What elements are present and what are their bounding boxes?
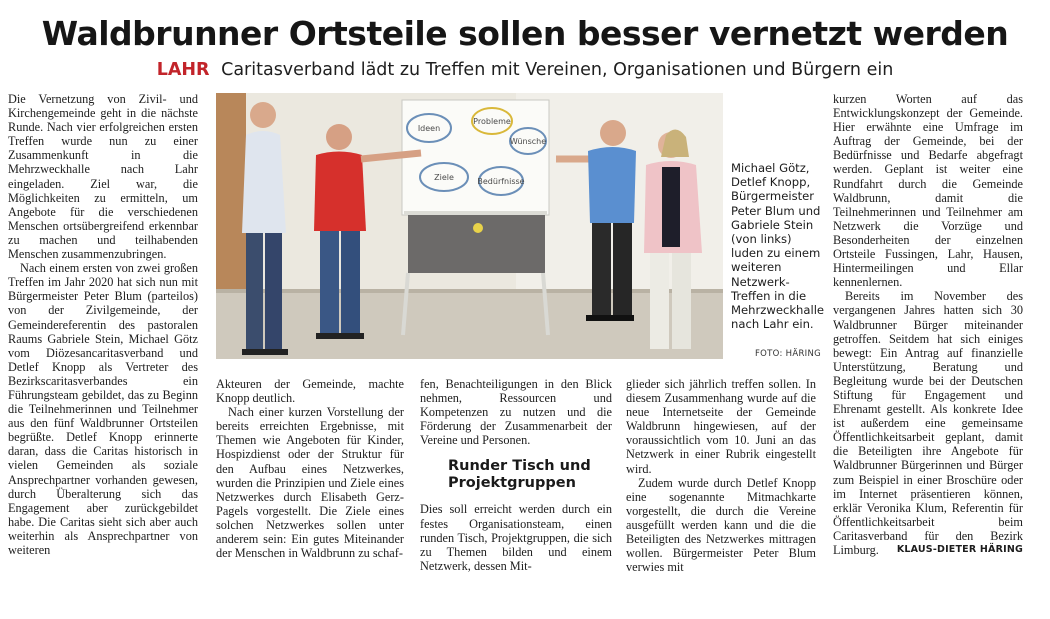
dateline: LAHR bbox=[156, 60, 210, 80]
section-subheading: Runder Tisch und Projektgruppen bbox=[448, 458, 591, 492]
paragraph: Die Vernetzung von Zivil- und Kirchengemeinde geht in die nächste Runde. Nach vier erfolgreichen ersten Treffen wurde nun zu einer Zusammenkunft in die Mehrzweckhalle nach Lahr eingeladen. Ziel war, die Möglichkeiten zu ermitteln, um Angebote für die verschiedenen Menschen ortsübergreifend erkennbar zu machen und teilhabenden Menschen zusammenzubringen. bbox=[8, 92, 198, 262]
article-column-3 bbox=[420, 377, 612, 573]
board-word: Probleme bbox=[473, 117, 511, 126]
board-word: Ideen bbox=[417, 124, 441, 133]
photo-caption: Michael Götz, Detlef Knopp, Bürgermeister Peter Blum und Gabriele Stein (von links) luden zu einem weiteren Netzwerk-Treffen in die Mehrzweckhalle nach Lahr ein. bbox=[731, 161, 825, 332]
photo-credit: FOTO: HÄRING bbox=[754, 349, 821, 359]
paragraph: Dies soll erreicht werden durch ein festes Organisationsteam, einen runden Tisch, Projektgruppen, die sich zu Themen bilden und einem Netzwerk, dessen Mit- bbox=[420, 502, 612, 573]
paragraph: Zudem wurde durch Detlef Knopp eine sogenannte Mitmachkarte vorgestellt, die durch die Vereine ausgefüllt werden kann und die die Beteiligten des Netzwerkes mittragen wollen. Bürgermeister Peter Blum verwies mit bbox=[626, 475, 816, 575]
board-word: Wünsche bbox=[509, 137, 547, 146]
subheadline-line bbox=[0, 60, 1050, 80]
article-column-2 bbox=[216, 377, 404, 560]
paragraph: fen, Benachteiligungen in den Blick nehmen, Ressourcen und Kompetenzen zu nutzen und die Förderung der Zusammenarbeit der Vereine und Personen. bbox=[420, 377, 612, 448]
subheadline: Caritasverband lädt zu Treffen mit Vereinen, Organisationen und Bürgern ein bbox=[221, 60, 894, 80]
paragraph: Nach einem ersten von zwei großen Treffen im Jahr 2020 hat sich nun mit Bürgermeister Peter Blum (parteilos) von der Zivilgemeinde, der Gemeindereferentin des pastoralen Raums Gabriele Stein, Michael Götz vom Diözesancaritasverband und Detlef Knopp als Vertreter des Bezirkscaritasverbandes ein Führungsteam gebildet, das zu Beginn die Teilnehmerinnen und Teilnehmer aus den fünf Waldbrunner Ortsteilen begrüßte. Detlef Knopp erinnerte daran, dass die Caritas historisch in vielen Gemeinden als soziale Ansprechpartner vorhanden gewesen, durch Überalterung sich das Engagement aber zurückgebildet habe. Die Caritas sieht sich aber auch weiterhin als Ansprechpartner von weiteren bbox=[8, 261, 198, 557]
paragraph: Akteuren der Gemeinde, machte Knopp deutlich. bbox=[216, 377, 404, 406]
article-photo bbox=[216, 93, 723, 359]
paragraph: glieder sich jährlich treffen sollen. In diesem Zusammenhang wurde auf die neue Internetseite der Gemeinde Waldbrunn hingewiesen, auf der voraussichtlich vom 10. Juni an das Netzwerk in einer Rubrik eingestellt wird. bbox=[626, 377, 816, 476]
paragraph-text: Bereits im November des vergangenen Jahres hatten sich 30 Waldbrunner Bürger miteinander getroffen. Seitdem hat sich einiges bewegt: Ein Antrag auf finanzielle Unterstützung, Beratung und Begleitung wurde bei der Deutschen Stiftung für Engagement und Ehrenamt gestellt. Als konkrete Idee ist außerdem eine gemeinsame Öffentlichkeitsarbeit geplant, damit die Beteiligten ihre Angebote für Waldbrunner Bürgerinnen und Bürger zum Beispiel in einer Broschüre oder im Internet präsentieren können, erklär Veronika Klum, Referentin für Öffentlichkeitsarbeit beim Caritasverband für den Bezirk Limburg. bbox=[833, 289, 1023, 557]
article-column-5 bbox=[833, 92, 1023, 557]
author-byline: KLAUS-DIETER HÄRING bbox=[896, 544, 1023, 555]
paragraph-last bbox=[833, 289, 1023, 557]
article-column-4 bbox=[626, 377, 816, 574]
board-word: Ziele bbox=[434, 173, 454, 182]
paragraph: kurzen Worten auf das Entwicklungskonzept der Gemeinde. Hier erwähnte eine Umfrage im Auftrag der Gemeinde, bei der Bedürfnisse und Bedarfe abgefragt werden. Geplant ist weiter eine Rundfahrt durch die Gemeinde Waldbrunn, damit die Teilnehmerinnen und Teilnehmer am Netzwerk die Vorzüge und Besonderheiten der einzelnen Ortsteile Fussingen, Lahr, Hausen, Hintermeilingen und Ellar kennenlernen. bbox=[833, 92, 1023, 290]
headline: Waldbrunner Ortsteile sollen besser vernetzt werden bbox=[41, 14, 1009, 53]
article-column-1 bbox=[8, 92, 198, 557]
board-word: Bedürfnisse bbox=[477, 177, 525, 186]
paragraph: Nach einer kurzen Vorstellung der bereits erreichten Ergebnisse, mit Themen wie Angeboten für Kinder, Hospizdienst oder der Struktur für den Aufbau eines Netzwerkes, wurden die Prinzipien und Ziele eines Netzwerkes durch Elisabeth Gerz-Pagels vorgestellt. Die Ziele eines solchen Netzwerkes sollen unter anderem sein: Ein gutes Miteinander der Menschen in Waldbrunn zu schaf- bbox=[216, 405, 404, 561]
